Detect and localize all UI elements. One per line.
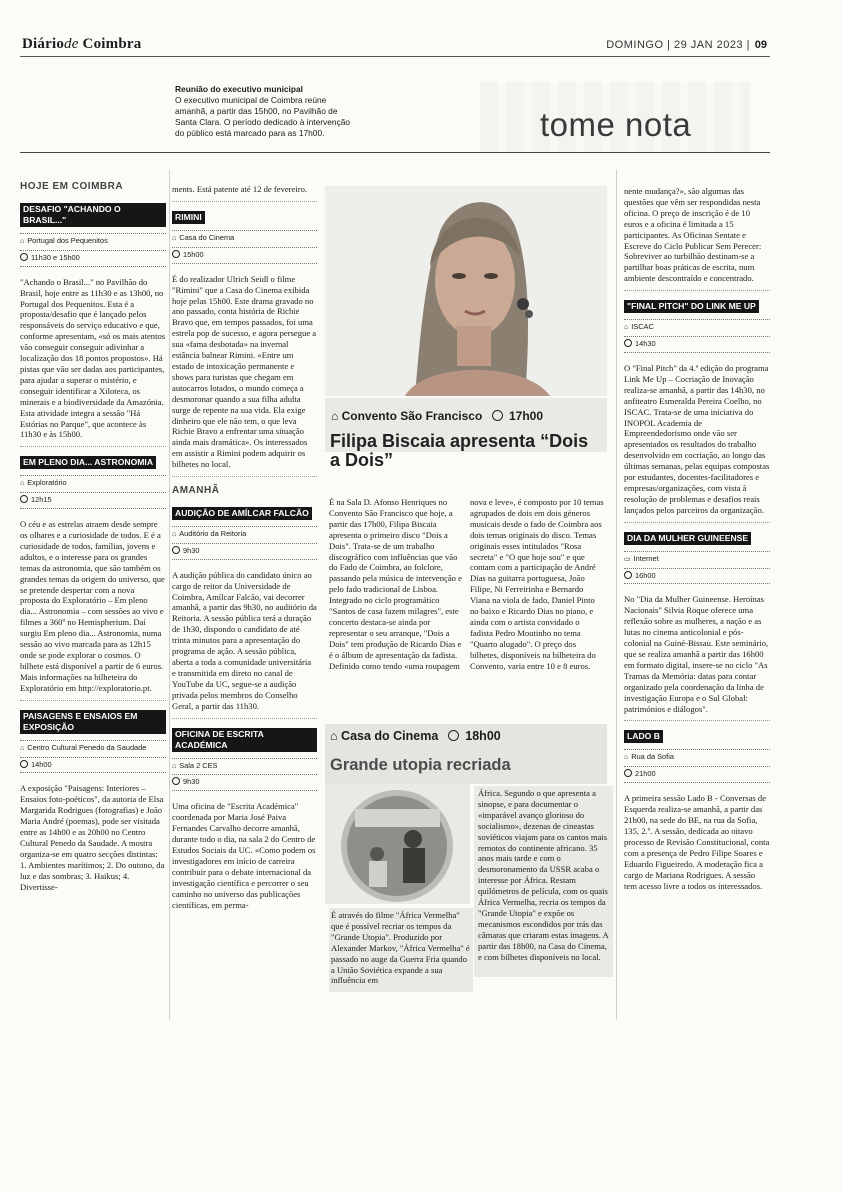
event-body: "Achando o Brasil..." no Pavilhão do Brasil, hoje entre as 11h30 e as 13h00, no Portugal dos Pequenitos. Esta é a proposta/desafio que é lançado pelos responsáveis do serviço educativo e que, conforme apresentam, «só os mais atentos vão conseguir conseguir adivinhar a localização dos 18 pontos propostos». Há pistas que vão ser dadas aos participantes, para ajudar a superar o mistério, e conseguir identificar a Xiloteca, os minerais e a biodiversidade da Amazónia. Esta atividade integra a sessão "Há Estórias no Parque", que acontece às 11h30 e às 15h00. xyxy=(20,276,166,440)
event-label: LADO B xyxy=(624,730,663,743)
separator xyxy=(172,476,317,478)
event-time-text: 14h00 xyxy=(31,759,52,769)
event-label: EM PLENO DIA... ASTRONOMIA xyxy=(20,456,156,469)
separator xyxy=(624,522,770,524)
home-icon: ⌂ xyxy=(330,729,338,743)
home-icon: ⌂ xyxy=(172,530,177,538)
feature-text-left: É na Sala D. Afonso Henriques no Convento São Francisco que hoje, a partir das 17h00, Filipa Biscaia apresenta o primeiro disco "Dois a Dois". Trata-se de um trabalho discográfico com influências que vão do Fado de Coimbra, ao folclore, passando pela música de intervenção e pelo fado tradicional de Lisboa. Integrado no ciclo programático "Santos de casa fazem milagres", este concerto destaca-se ainda por representar o seu arranque, "Dois a Dois" tem produção de Ricardo Dias e é o álbum de apresentação da fadista. Definido como tendo «uma roupagem xyxy=(329,497,462,671)
event-label: DIA DA MULHER GUINEENSE xyxy=(624,532,751,545)
cinema-text-right: África. Segundo o que apresenta a sinopse, e para documentar o «imparável avanço glorioso do socialismo», dezenas de cineastas soviéticos viajam para os cantos mais remotos do continente africano. 35 anos mais tarde e com o desmoronamento da USSR acaba o interesse por África. Restam quilómetros de película, com os quais África Vermelha, recria os tempos da "Grande Utopia" e expõe os mecanismos escondidos por trás das câmaras que criaram estas imagens. A partir das 18h00, na Casa do Cinema, e com bilhetes disponíveis no local. xyxy=(478,788,609,962)
home-icon: ⌂ xyxy=(331,409,339,423)
clock-icon xyxy=(20,760,28,768)
dateline: DOMINGO | 29 JAN 2023 | xyxy=(606,39,750,51)
clock-icon xyxy=(172,250,180,258)
cinema-body-right xyxy=(474,786,613,977)
event-place xyxy=(172,526,317,544)
event-time xyxy=(624,569,770,585)
cinema-photo-illustration xyxy=(325,784,470,904)
event-place-text: Internet xyxy=(633,553,659,563)
event-label: "FINAL PITCH" DO LINK ME UP xyxy=(624,300,759,313)
event-place xyxy=(20,233,166,251)
cinema-photo xyxy=(325,784,470,904)
section-heading-today: HOJE EM COIMBRA xyxy=(20,181,124,192)
event-time-text: 21h00 xyxy=(635,769,656,779)
section-heading-tomorrow: AMANHÃ xyxy=(172,485,220,497)
continued-text: nente mudança?», são algumas das questões que vêm ser respondidas nesta oficina. O preço de inscrição é de 10 euros e a oficina é limitada a 15 participantes. As Oficinas Sentate e Escreve do Ciclo Publicar Sem Perecer: Sobreviver ao turbilhão destinam-se a partilhar boas práticas de escrita, num ambiente descontraído e concentrado. xyxy=(624,186,762,284)
cinema-venue-text: Casa do Cinema xyxy=(341,729,439,743)
event-body: A exposição "Paisagens: Interiores – Ensaios foto-poéticos", da autoria de Elsa Margarida Rodrigues (fotografias) e João Maria André (poemas), pode ser visitada entre as 14h00 e as 20h00 no Centro Cultural Penedo da Saudade. A mostra organiza-se em quatro secções distintas: 1. Ambientes marítimos; 2. Do outono, da luz e das sombras; 3. Haikus; 4. Divertisse- xyxy=(20,783,165,892)
feature-body-left xyxy=(329,497,463,676)
cinema-headline: Grande utopia recriada xyxy=(330,756,511,774)
home-icon: ⌂ xyxy=(20,744,25,752)
event-body: Uma oficina de "Escrita Académica" coordenada por Maria José Paiva Fernandes Carvalho decorre amanhã, durante todo o dia, na sala 2 do Centro de Estudos Sociais da UC. «Como podem os investigadores em início de carreira contribuir para o debate internacional da investigação científica e percorrer o seu caminho no universo das publicações científicas, em perma- xyxy=(172,801,316,910)
event-body: A primeira sessão Lado B - Conversas de Esquerda realiza-se amanhã, a partir das 21h00, na sede do BE, na rua da Sofia, 135, 2.º. A sessão, dedicada ao oitavo processo de Revisão Constitucional, conta com a presença de Pedro Filipe Soares e Eduardo Figueiredo. A moderação fica a cargo de Mariana Rodrigues. A sessão tem acesso livre a todos os interessados. xyxy=(624,793,770,891)
event-time-text: 12h15 xyxy=(31,495,52,505)
event-meta xyxy=(172,230,317,264)
clock-icon xyxy=(492,410,503,421)
clock-icon xyxy=(624,769,632,777)
event-meta xyxy=(624,551,770,585)
notice-title: Reunião do executivo municipal xyxy=(175,84,303,94)
event-time-text: 14h30 xyxy=(635,339,656,349)
page-number: 09 xyxy=(754,39,767,51)
event-place xyxy=(624,551,770,569)
event-meta xyxy=(20,233,166,267)
masthead-paper: Diário xyxy=(22,36,65,52)
event-label: OFICINA DE ESCRITA ACADÉMICA xyxy=(172,728,317,752)
home-icon: ⌂ xyxy=(20,480,25,488)
event-body: No "Dia da Mulher Guineense. Heroínas Nacionais" Silvia Roque oferece uma reflexão sobre as mulheres, a nação e as lutas no cinema anticolonial e pós-colonial na Guiné-Bissau. Este seminário, que se realiza amanhã a partir das 16h00 em formato digital, insere-se no ciclo "As Tramas da Memória: datas para contar organizado pela coordenação da linha de investigação Europa e o Sul Global: patrimónios e diálogos". xyxy=(624,594,769,714)
event-time xyxy=(172,248,317,264)
event-time xyxy=(172,775,317,791)
clock-icon xyxy=(20,495,28,503)
event-place-text: Casa do Cinema xyxy=(179,232,235,242)
event-meta xyxy=(20,740,166,774)
separator xyxy=(624,720,770,722)
clock-icon xyxy=(624,339,632,347)
header-rule xyxy=(20,56,770,57)
event-place xyxy=(20,475,166,493)
column-1 xyxy=(20,182,166,897)
event-time xyxy=(20,493,166,509)
notice-text: O executivo municipal de Coimbra reúne amanhã, a partir das 15h00, no Pavilhão de Santa Clara. O período dedicado à intervenção do público está marcado para as 17h00. xyxy=(175,95,351,138)
event-time xyxy=(624,767,770,783)
event-place-text: Portugal dos Pequenitos xyxy=(27,235,108,245)
event-place xyxy=(20,740,166,758)
cinema-time-text: 18h00 xyxy=(465,729,501,743)
event-label: PAISAGENS E ENSAIOS EM EXPOSIÇÃO xyxy=(20,710,166,734)
event-label: RIMINI xyxy=(172,211,205,224)
cinema-venue-bar xyxy=(325,724,607,784)
column-divider xyxy=(616,170,617,1020)
clock-icon xyxy=(448,730,459,741)
event-place-text: Exploratório xyxy=(27,478,67,488)
cinema-venue xyxy=(330,729,501,743)
clock-icon xyxy=(624,571,632,579)
home-icon: ⌂ xyxy=(624,754,629,762)
event-meta xyxy=(624,749,770,783)
event-time-text: 11h30 e 15h00 xyxy=(31,252,80,262)
notice-box xyxy=(175,84,355,139)
event-meta xyxy=(20,475,166,509)
masthead-city: Coimbra xyxy=(82,36,142,52)
section-rule xyxy=(20,152,770,153)
home-icon: ⌂ xyxy=(172,762,177,770)
feature-headline: Filipa Biscaia apresenta “Dois a Dois” xyxy=(330,431,589,470)
event-time-text: 9h30 xyxy=(183,777,200,787)
separator xyxy=(624,290,770,292)
event-meta xyxy=(172,526,317,560)
event-place xyxy=(624,749,770,767)
event-place xyxy=(172,230,317,248)
portrait-photo xyxy=(325,186,607,396)
event-label: DESAFIO "ACHANDO O BRASIL..." xyxy=(20,203,166,227)
event-place xyxy=(172,758,317,776)
feature-text-right: nova e leve», é composto por 10 temas agrupados de dois em dois géneros musicais desde o fado de Coimbra aos dois temas originais do disco. Temas originais esses intitulados "Rosa secreta" e "O que hoje sou" e que contam com a participação de André Dias na guitarra portuguesa, João Filipe, Ni Ferreirinha e Bernardo Viana na viola de fado, Daniel Pinto no baixo e Ricardo Dias no piano, e ainda com o artista convidado o fadista Pedro Moutinho no tema "Quarto alugado". O preço dos bilhetes, disponíveis na bilheteira do Convento, varia entre 10 e 8 euros. xyxy=(470,497,604,671)
masthead xyxy=(22,36,141,53)
event-body: O céu e as estrelas atraem desde sempre os olhares e a curiosidade de todos. E é a curiosidade de todos, famílias, jovens e adultos, e o interesse para os grandes temas da astronomia, que são também os grandes temas da origem do universo, que se pretende despertar com a nova proposta do Exploratório – Em pleno dia... Astronomia – com sessões ao vivo e filmes a 360º no Hemispherium. Daí surgiu Em pleno dia... Astronomia, numa sessão ao vivo marcada para as 12h15 onde se pode explorar o cosmos. O bilhete está disponível a partir de 6 euros. Mais informações na bilheteira do Exploratório em http://exploratorio.pt. xyxy=(20,519,165,693)
event-body: A audição pública do candidato único ao cargo de reitor da Universidade de Coimbra, Amílcar Falcão, vai decorrer amanhã, a partir das 9h30, no auditório da Reitoria. A sessão pública terá a duração de 1h30, dispondo o candidato de até trinta minutos para a apresentação do programa de ação. A sessão pública, aberta a toda a comunidade universitária e transmitida em direto no canal de YouTube da UC, segue-se a audição privada pelos membros do Conselho Geral, a partir das 11h30. xyxy=(172,569,317,711)
column-divider xyxy=(169,170,170,1020)
section-title: tome nota xyxy=(540,106,692,143)
event-place-text: Sala 2 CES xyxy=(179,760,218,770)
event-time xyxy=(624,337,770,353)
event-place-text: ISCAC xyxy=(631,322,654,332)
separator xyxy=(172,201,317,203)
event-time xyxy=(172,544,317,560)
clock-icon xyxy=(172,546,180,554)
event-time xyxy=(20,251,166,267)
event-body: O "Final Pitch" da 4.ª edição do programa Link Me Up – Cocriação de Inovação realiza-se amanhã, a partir das 14h30, no anfiteatro Esmeralda Pereira Coelho, no ISCAC. Trata-se de uma iniciativa do INOPOL Academia de Empreendedorismo onde vão ser apresentados os resultados do trabalho desenvolvido em cocriação, ao longo das últimas semanas, pelas equipas compostas por estudantes, docentes-facilitadores e empresas/organizações, com vista à resolução de problemas e desafios reais lançados pelos parceiros da organização. xyxy=(624,362,770,515)
separator xyxy=(20,446,166,448)
clock-icon xyxy=(20,253,28,261)
separator xyxy=(172,718,317,720)
cinema-body-left xyxy=(329,908,473,992)
event-time xyxy=(20,758,166,774)
feature-body-right xyxy=(470,497,604,676)
home-icon: ⌂ xyxy=(20,237,25,245)
home-icon: ⌂ xyxy=(172,234,177,242)
feature-venue-text: Convento São Francisco xyxy=(341,409,483,423)
column-2 xyxy=(172,184,317,914)
event-place xyxy=(624,319,770,337)
clock-icon xyxy=(172,777,180,785)
feature-time-text: 17h00 xyxy=(508,409,544,423)
event-body: É do realizador Ulrich Seidl o filme "Rimini" que a Casa do Cinema exibida hoje pelas 15h00. Este drama gravado no ano passado, conta história de Richie Bravo que, em tempos passados, foi uma estrela pop de sucesso, e agora persegue a sua «fama desbotada» na invernal estância balnear Rimini. «Entre um estado de intoxicação permanente e shows para turistas que chegam em autocarros lotados, o mundo começa a desmoronar quando a sua filha adulta surge de repente na sua vida. Ela exige dinheiro que ele não tem, o que leva Richie Bravo a enfrentar uma situação ainda mais dramática». Os interessados em assistir a Rimini podem adquirir os bilhetes no local. xyxy=(172,273,317,470)
cinema-text-left: É através do filme "África Vermelha" que é possível recriar os tempos da "Grande Utopia". Produzido por Alexander Markov, "África Vermelha" é passado no auge da Guerra Fria quando a União Soviética expande a sua influência em xyxy=(331,910,470,986)
event-label: AUDIÇÃO DE AMÍLCAR FALCÃO xyxy=(172,507,312,520)
column-4 xyxy=(624,186,770,895)
event-place-text: Centro Cultural Penedo da Saudade xyxy=(27,742,147,752)
event-time-text: 15h00 xyxy=(183,249,204,259)
event-place-text: Rua da Sofia xyxy=(631,752,674,762)
event-time-text: 9h30 xyxy=(183,545,200,555)
event-meta xyxy=(172,758,317,792)
masthead-de: de xyxy=(64,36,79,52)
monitor-icon: ▭ xyxy=(624,555,631,563)
continued-text: ments. Está patente até 12 de fevereiro. xyxy=(172,184,308,194)
event-meta xyxy=(624,319,770,353)
event-time-text: 16h00 xyxy=(635,570,656,580)
portrait-illustration xyxy=(325,186,607,396)
event-place-text: Auditório da Reitoria xyxy=(179,528,247,538)
separator xyxy=(20,700,166,702)
home-icon: ⌂ xyxy=(624,324,629,332)
feature-venue xyxy=(331,409,543,423)
